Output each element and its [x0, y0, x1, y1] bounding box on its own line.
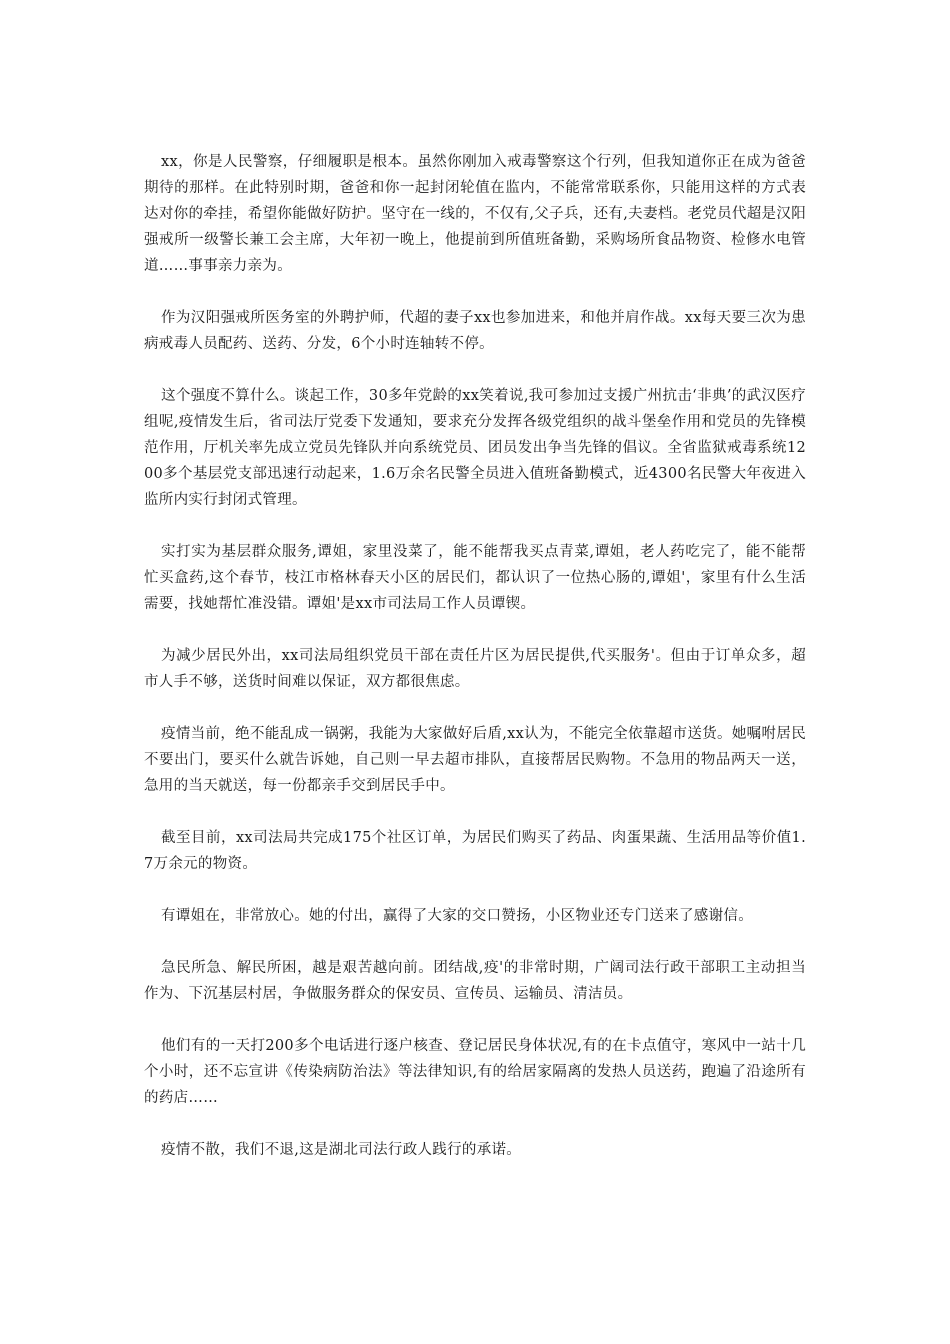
paragraph-4: 实打实为基层群众服务,谭姐，家里没菜了，能不能帮我买点青菜,谭姐，老人药吃完了，能不能帮忙买盒药,这个春节，枝江市格林春天小区的居民们，都认识了一位热心肠的,谭姐'，家里有什么生活需要，找她帮忙准没错。谭姐'是xx市司法局工作人员谭锲。: [144, 544, 806, 612]
paragraph-5: 为减少居民外出，xx司法局组织党员干部在责任片区为居民提供,代买服务'。但由于订单众多，超市人手不够，送货时间难以保证，双方都很焦虑。: [144, 648, 806, 690]
paragraph-11: 疫情不散，我们不退,这是湖北司法行政人践行的承诺。: [161, 1142, 522, 1158]
paragraph-1: xx，你是人民警察，仔细履职是根本。虽然你刚加入戒毒警察这个行列，但我知道你正在成为爸爸期待的那样。在此特别时期，爸爸和你一起封闭轮值在监内，不能常常联系你，只能用这样的方式表达对你的牵挂，希望你能做好防护。坚守在一线的，不仅有,父子兵，还有,夫妻档。老党员代超是汉阳强戒所一级警长兼工会主席，大年初一晚上，他提前到所值班备勤，采购场所食品物资、检修水电管道……事事亲力亲为。: [144, 154, 806, 274]
paragraph-8: 有谭姐在，非常放心。她的付出，赢得了大家的交口赞扬，小区物业还专门送来了感谢信。: [161, 908, 753, 924]
paragraph-7: 截至目前，xx司法局共完成175个社区订单，为居民们购买了药品、肉蛋果蔬、生活用品等价值1.7万余元的物资。: [144, 830, 806, 872]
paragraph-6: 疫情当前，绝不能乱成一锅粥，我能为大家做好后盾,xx认为，不能完全依靠超市送货。她嘱咐居民不要出门，要买什么就告诉她，自己则一早去超市排队，直接帮居民购物。不急用的物品两天一送，急用的当天就送，每一份都亲手交到居民手中。: [144, 726, 806, 794]
paragraph-10: 他们有的一天打200多个电话进行逐户核查、登记居民身体状况,有的在卡点值守，寒风中一站十几个小时，还不忘宣讲《传染病防治法》等法律知识,有的给居家隔离的发热人员送药，跑遍了沿途所有的药店……: [144, 1038, 806, 1106]
paragraph-9: 急民所急、解民所困，越是艰苦越向前。团结战,疫'的非常时期，广阔司法行政干部职工主动担当作为、下沉基层村居，争做服务群众的保安员、宣传员、运输员、清洁员。: [144, 960, 806, 1002]
document-body: [144, 149, 806, 1189]
paragraph-2: 作为汉阳强戒所医务室的外聘护师，代超的妻子xx也参加进来，和他并肩作战。xx每天要三次为患病戒毒人员配药、送药、分发，6个小时连轴转不停。: [144, 310, 806, 352]
paragraph-3: 这个强度不算什么。谈起工作，30多年党龄的xx笑着说,我可参加过支援广州抗击‘非典’的武汉医疗组呢,疫情发生后，省司法厅党委下发通知，要求充分发挥各级党组织的战斗堡垒作用和党员的先锋模范作用，厅机关率先成立党员先锋队并向系统党员、团员发出争当先锋的倡议。全省监狱戒毒系统1200多个基层党支部迅速行动起来，1.6万余名民警全员进入值班备勤模式，近4300名民警大年夜进入监所内实行封闭式管理。: [144, 388, 806, 508]
